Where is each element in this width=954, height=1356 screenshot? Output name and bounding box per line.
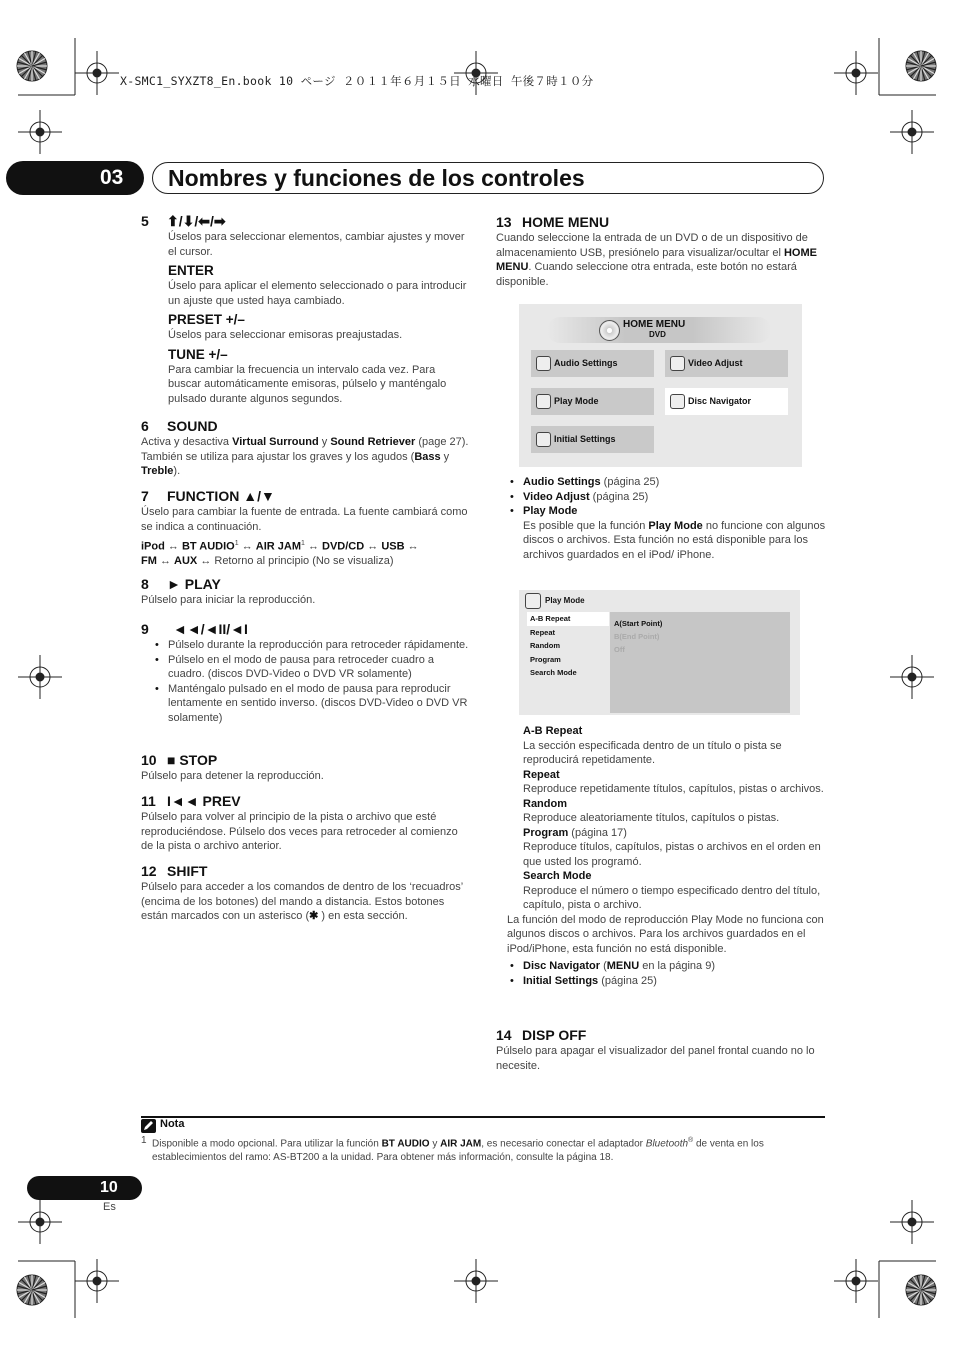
- menu-item-audio-settings[interactable]: Audio Settings: [531, 350, 654, 377]
- section-number: 5: [141, 213, 149, 229]
- settings-icon: [536, 432, 551, 447]
- home-menu-screen: [519, 304, 802, 467]
- def-desc: Reproduce repetidamente títulos, capítulos, pistas o archivos.: [523, 783, 824, 795]
- preset-desc: Úselos para seleccionar emisoras preajustadas.: [168, 329, 403, 341]
- registration-mark: [834, 51, 878, 95]
- play-mode-note: La función del modo de reproducción Play Mode no funciona con algunos discos o archivos. Para los archivos guardados en el iPod/iPhone, esta función no está disponible.: [507, 913, 824, 955]
- section-5: [141, 213, 471, 406]
- registration-mark: [75, 51, 119, 95]
- def-term: A-B Repeat: [523, 725, 583, 737]
- enter-title: ENTER: [168, 263, 214, 278]
- section-number: 7: [141, 488, 149, 504]
- disc-navigator-icon: [670, 394, 685, 409]
- home-menu-title: HOME MENU: [522, 214, 610, 230]
- note-divider: [141, 1116, 825, 1118]
- section-number: 11: [141, 793, 156, 809]
- section-11: [141, 793, 471, 854]
- arrow-keys-title: ⬆/⬇/⬅/➡: [167, 213, 226, 229]
- section-number: 9: [141, 621, 149, 637]
- option-item[interactable]: B(End Point): [614, 632, 660, 641]
- disc-icon: [599, 320, 620, 341]
- page-number: 10: [100, 1179, 118, 1196]
- registration-wheel: [906, 51, 936, 81]
- list-item: • Initial Settings (página 25): [507, 974, 827, 989]
- disp-off-title: DISP OFF: [522, 1027, 587, 1043]
- section-number: 8: [141, 576, 149, 592]
- list-item: • Púlselo en el modo de pausa para retroceder cuadro a cuadro. (discos DVD-Video o DVD VR solamente): [152, 653, 471, 682]
- arrow-keys-desc: Úselos para seleccionar elementos, cambiar ajustes y mover el cursor.: [168, 231, 465, 258]
- registration-mark: [834, 1259, 878, 1303]
- list-item: • Manténgalo pulsado en el modo de pausa para reproducir lentamente en sentido inverso. (discos DVD-Video o DVD VR solamente): [152, 682, 471, 726]
- rewind-title: ◄◄/◄II/◄I: [173, 621, 248, 637]
- play-title: ► PLAY: [167, 576, 221, 592]
- speaker-icon: [536, 356, 551, 371]
- def-term: Random: [523, 797, 567, 810]
- tune-desc: Para cambiar la frecuencia un intervalo cada vez. Para buscar automáticamente emisoras, púlselo y manténgalo pulsado durante algunos segundos.: [168, 363, 447, 405]
- home-menu-screen-subtitle: DVD: [649, 330, 666, 339]
- registration-mark: [454, 1259, 498, 1303]
- list-item: • Audio Settings (página 25): [507, 475, 827, 490]
- play-mode-screen: [519, 590, 800, 715]
- home-menu-desc: Cuando seleccione la entrada de un DVD o de un dispositivo de almacenamiento USB, presiónelo para visualizar/ocultar el HOME MENU. Cuando seleccione otra entrada, este botón no estará disponible.: [496, 232, 817, 288]
- registration-mark: [890, 1200, 934, 1244]
- enter-desc: Úselo para aplicar el elemento seleccionado o para introducir un ajuste que usted haya cambiado.: [168, 280, 467, 307]
- sound-desc: Activa y desactiva Virtual Surround y Sound Retriever (page 27). También se utiliza para ajustar los graves y los agudos (Bass y Treble).: [141, 436, 469, 477]
- def-desc: Reproduce el número o tiempo especificado dentro del título, capítulo, pista o archivo.: [523, 884, 821, 911]
- play-mode-icon: [536, 394, 551, 409]
- sound-title: SOUND: [167, 418, 218, 434]
- menu-item-play-mode[interactable]: Play Mode: [531, 388, 654, 415]
- list-item[interactable]: A-B Repeat: [527, 612, 609, 626]
- registration-wheel: [17, 1275, 47, 1305]
- list-item[interactable]: Repeat: [530, 627, 556, 637]
- function-desc: Úselo para cambiar la fuente de entrada. La fuente cambiará como se indica a continuación.: [141, 506, 468, 533]
- play-mode-list: [527, 612, 609, 680]
- function-title: FUNCTION ▲/▼: [167, 488, 275, 504]
- def-term: Repeat: [523, 768, 560, 781]
- registration-mark: [18, 655, 62, 699]
- registration-mark: [75, 1259, 119, 1303]
- registration-mark: [18, 1200, 62, 1244]
- section-number: 14: [496, 1027, 512, 1043]
- section-14: [496, 1027, 826, 1073]
- def-desc: La sección especificada dentro de un título o pista se reproducirá repetidamente.: [523, 739, 782, 766]
- section-12: [141, 863, 471, 924]
- stop-desc: Púlselo para detener la reproducción.: [141, 770, 324, 782]
- shift-title: SHIFT: [167, 863, 208, 879]
- note-text: 1 Disponible a modo opcional. Para utilizar la función BT AUDIO y AIR JAM, es necesario conectar el adaptador Bluetooth® de venta en los establecimientos del ramo: AS-BT200 a la unidad. Para obtener más información, consulte la página 18.: [141, 1135, 764, 1164]
- registration-mark: [890, 655, 934, 699]
- list-item: • Play Mode: [507, 504, 827, 519]
- section-number: 12: [141, 863, 157, 879]
- section-8: [141, 576, 471, 608]
- section-13: [496, 214, 826, 289]
- registration-wheel: [906, 1275, 936, 1305]
- section-number: 6: [141, 418, 149, 434]
- page-language: Es: [103, 1201, 116, 1213]
- registration-mark: [18, 110, 62, 154]
- chapter-number: 03: [100, 166, 124, 189]
- prev-title: I◄◄ PREV: [167, 793, 241, 809]
- menu-item-initial-settings[interactable]: Initial Settings: [531, 426, 654, 453]
- list-item: • Púlselo durante la reproducción para retroceder rápidamente.: [152, 638, 471, 653]
- stop-title: ■ STOP: [167, 752, 218, 768]
- home-menu-refs: [507, 475, 827, 562]
- option-item[interactable]: Off: [614, 645, 625, 654]
- note-pencil-icon: [141, 1119, 156, 1133]
- video-icon: [670, 356, 685, 371]
- prev-desc: Púlselo para volver al principio de la pista o archivo que esté reproduciéndose. Púlselo dos veces para retroceder al comienzo de la pista o archivo anterior.: [141, 811, 458, 852]
- play-mode-options: [610, 612, 790, 713]
- def-term: Program (página 17): [523, 826, 627, 839]
- play-mode-definitions: [507, 724, 827, 988]
- book-file-header: X-SMC1_SYXZT8_En.book 10 ページ ２０１１年６月１５日 水曜日 午後７時１０分: [120, 74, 594, 88]
- section-9: [141, 621, 471, 725]
- chapter-title: Nombres y funciones de los controles: [168, 165, 585, 191]
- play-mode-icon: [525, 593, 541, 609]
- menu-item-disc-navigator[interactable]: Disc Navigator: [665, 388, 788, 415]
- page-number-tab: [27, 1176, 142, 1200]
- tune-title: TUNE +/–: [168, 346, 228, 362]
- list-item: • Video Adjust (página 25): [507, 490, 827, 505]
- note-label: Nota: [160, 1118, 185, 1130]
- section-10: [141, 752, 471, 784]
- play-mode-desc: Es posible que la función Play Mode no funcione con algunos discos o archivos. Esta función no está disponible para los archivos guardados en el iPod/ iPhone.: [523, 519, 826, 561]
- section-6: [141, 418, 471, 479]
- function-cycle: iPod ↔ BT AUDIO$^1$ ↔ AIR JAM$^1$ ↔ DVD/CD ↔ USB ↔ FM ↔ AUX ↔ Retorno al principio (No se visualiza): [141, 540, 419, 568]
- play-desc: Púlselo para iniciar la reproducción.: [141, 594, 316, 606]
- play-mode-screen-title: Play Mode: [545, 596, 585, 605]
- home-menu-screen-title: HOME MENU: [623, 319, 686, 330]
- section-number: 13: [496, 214, 512, 230]
- def-term: Search Mode: [523, 870, 592, 882]
- disp-off-desc: Púlselo para apagar el visualizador del panel frontal cuando no lo necesite.: [496, 1045, 815, 1072]
- shift-desc: Púlselo para acceder a los comandos de dentro de los ‘recuadros’ (encima de los botones) del mando a distancia. Estos botones están marcados con un asterisco (✱ ) en esta sección.: [141, 881, 463, 922]
- option-item[interactable]: A(Start Point): [614, 619, 663, 628]
- section-number: 10: [141, 752, 157, 768]
- registration-wheel: [17, 51, 47, 81]
- def-desc: Reproduce aleatoriamente títulos, capítulos o pistas.: [523, 812, 780, 824]
- list-item[interactable]: Random: [530, 641, 560, 650]
- preset-title: PRESET +/–: [168, 312, 245, 327]
- list-item[interactable]: Search Mode: [530, 668, 577, 677]
- registration-mark: [890, 110, 934, 154]
- list-item: • Disc Navigator (MENU en la página 9): [507, 959, 827, 974]
- list-item[interactable]: Program: [530, 654, 561, 664]
- def-desc: Reproduce títulos, capítulos, pistas o archivos en el orden en que usted los programó.: [523, 841, 821, 868]
- section-7: [141, 488, 471, 569]
- menu-item-video-adjust[interactable]: Video Adjust: [665, 350, 788, 377]
